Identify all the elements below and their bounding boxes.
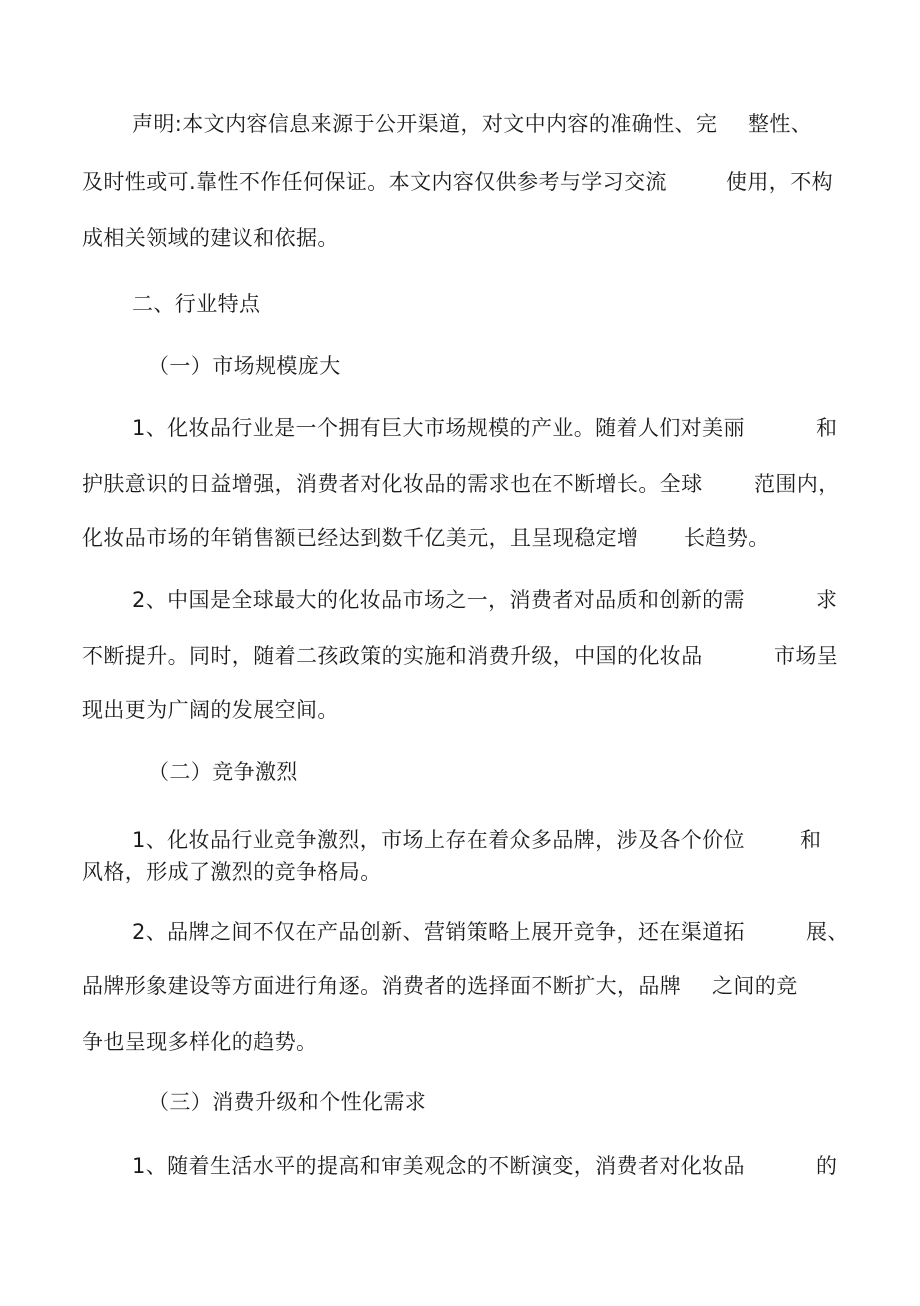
- disclaimer-line-3: [0, 218, 920, 258]
- disclaimer-line-2: [0, 162, 920, 202]
- paragraph-text: 和: [800, 828, 822, 852]
- paragraph-text: 1、化妆品行业竞争激烈，市场上存在着众多品牌，涉及各个价位: [132, 828, 745, 852]
- paragraph-line: [0, 852, 920, 892]
- paragraph-text: 争也呈现多样化的趋势。: [82, 1030, 318, 1054]
- paragraph-text: 范围内，: [754, 472, 840, 496]
- paragraph-text: 市场呈: [774, 644, 839, 668]
- subsection-title: [0, 1082, 920, 1122]
- paragraph-text: 风格，形成了激烈的竞争格局。: [82, 860, 382, 884]
- paragraph-text: 求: [816, 588, 838, 612]
- disclaimer-line-1: [0, 104, 920, 144]
- paragraph-text: 不断提升。同时，随着二孩政策的实施和消费升级，中国的化妆品: [82, 644, 703, 668]
- disclaimer-text: 及时性或可.靠性不作任何保证。本文内容仅供参考与学习交流: [82, 170, 667, 194]
- disclaimer-text: 使用，不构: [726, 170, 833, 194]
- paragraph-text: 2、品牌之间不仅在产品创新、营销策略上展开竞争，还在渠道拓: [132, 920, 745, 944]
- paragraph-line: [0, 966, 920, 1006]
- paragraph-line: [0, 912, 920, 952]
- subsection-title-text: （二）竞争激烈: [148, 760, 298, 784]
- disclaimer-text: 整性、: [748, 112, 813, 136]
- paragraph-text: 1、随着生活水平的提高和审美观念的不断演变，消费者对化妆品: [132, 1154, 745, 1178]
- paragraph-text: 之间的竞: [712, 974, 798, 998]
- section-title: [0, 284, 920, 324]
- paragraph-line: [0, 580, 920, 620]
- disclaimer-text: 声明:本文内容信息来源于公开渠道，对文中内容的准确性、完: [132, 112, 718, 136]
- paragraph-line: [0, 690, 920, 730]
- paragraph-text: 护肤意识的日益增强，消费者对化妆品的需求也在不断增长。全球: [82, 472, 703, 496]
- paragraph-line: [0, 464, 920, 504]
- paragraph-text: 的: [816, 1154, 838, 1178]
- paragraph-text: 化妆品市场的年销售额已经达到数千亿美元，且呈现稳定增: [82, 526, 639, 550]
- paragraph-line: [0, 1146, 920, 1186]
- paragraph-text: 品牌形象建设等方面进行角逐。消费者的选择面不断扩大，品牌: [82, 974, 682, 998]
- paragraph-line: [0, 408, 920, 448]
- paragraph-text: 1、化妆品行业是一个拥有巨大市场规模的产业。随着人们对美丽: [132, 416, 745, 440]
- subsection-title: [0, 752, 920, 792]
- paragraph-line: [0, 1022, 920, 1062]
- subsection-title: [0, 346, 920, 386]
- paragraph-text: 长趋势。: [684, 526, 770, 550]
- paragraph-text: 和: [816, 416, 838, 440]
- paragraph-text: 2、中国是全球最大的化妆品市场之一，消费者对品质和创新的需: [132, 588, 745, 612]
- paragraph-line: [0, 636, 920, 676]
- subsection-title-text: （三）消费升级和个性化需求: [148, 1090, 427, 1114]
- disclaimer-text: 成相关领域的建议和依据。: [82, 226, 339, 250]
- paragraph-text: 展、: [806, 920, 849, 944]
- paragraph-text: 现出更为广阔的发展空间。: [82, 698, 339, 722]
- paragraph-line: [0, 518, 920, 558]
- subsection-title-text: （一）市场规模庞大: [148, 354, 341, 378]
- section-title-text: 二、行业特点: [132, 292, 261, 316]
